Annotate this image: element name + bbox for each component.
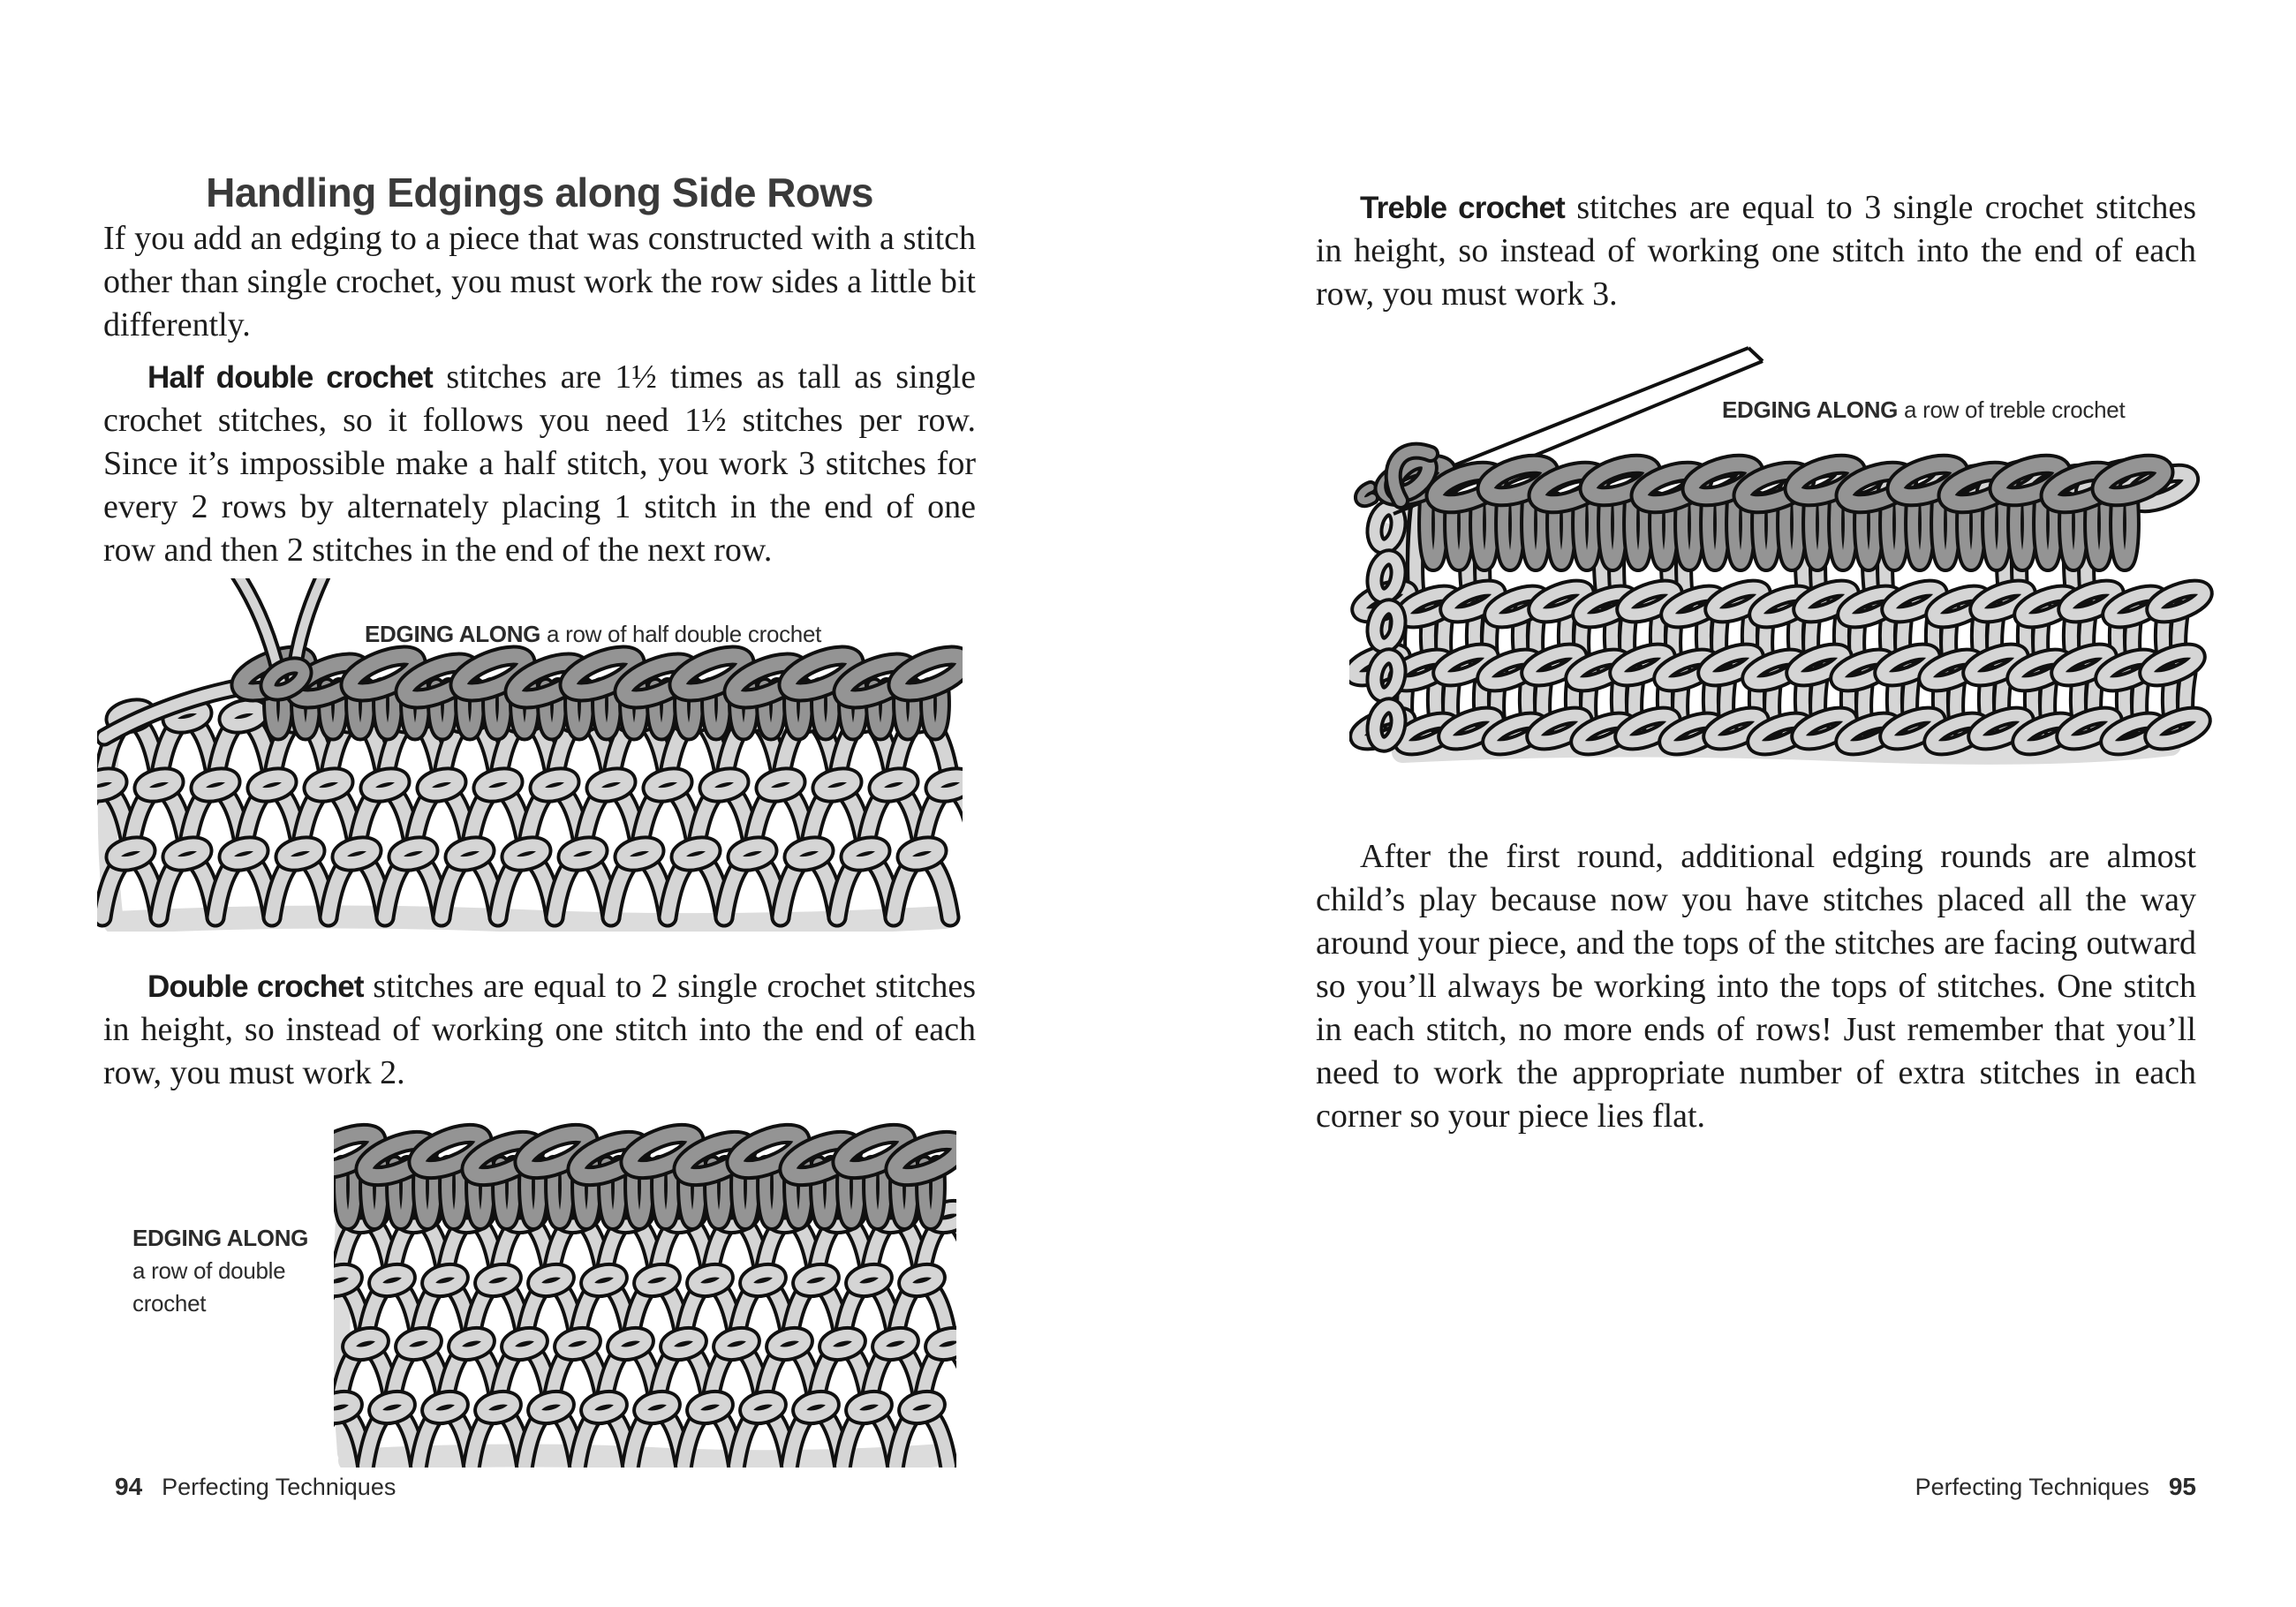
paragraph-after-first-round	[1316, 835, 2196, 1138]
after-first-round-text: After the first round, additional edging rounds are almost child’s play because now you have stitches placed all the way around your piece, and the tops of the stitches are facing outward so you’ll always be working into the tops of stitches. One stitch in each stitch, no more ends of rows! Just remember that you’ll need to work the appropriate number of extra stitches in each corner so your piece lies flat.	[1316, 838, 2196, 1135]
figure3-caption-lead: EDGING ALONG	[1722, 396, 1899, 423]
paragraph-double-crochet	[103, 965, 976, 1095]
page-number-left: 94	[115, 1473, 143, 1500]
page-number-right: 95	[2168, 1473, 2196, 1500]
figure1-caption	[365, 618, 821, 651]
footer-left	[115, 1473, 396, 1501]
treble-crochet-text: stitches are equal to 3 single crochet stitches in height, so instead of working one stitch into the end of each row, you must work 3.	[1316, 189, 2196, 313]
half-double-crochet-lead: Half double crochet	[147, 360, 434, 395]
figure1-caption-lead: EDGING ALONG	[365, 621, 541, 647]
figure2-caption-lead: EDGING ALONG	[132, 1225, 309, 1251]
figure1-caption-text: a row of half double crochet	[540, 621, 822, 647]
figure3-caption-text: a row of treble crochet	[1898, 396, 2126, 423]
double-crochet-text: stitches are equal to 2 single crochet stitches in height, so instead of working one stitch into the end of each row, you must work 2.	[103, 968, 976, 1091]
figure3-caption	[1722, 394, 2125, 426]
footer-right	[1915, 1473, 2196, 1501]
illustration-double-crochet-swatch	[334, 1114, 956, 1467]
section-name-left: Perfecting Techniques	[162, 1474, 397, 1500]
paragraph-half-double-crochet	[103, 356, 976, 572]
page-title: Handling Edgings along Side Rows	[206, 170, 873, 215]
paragraph-treble-crochet	[1316, 186, 2196, 316]
section-name-right: Perfecting Techniques	[1915, 1474, 2149, 1500]
figure2-caption-line3: crochet	[132, 1290, 207, 1317]
paragraph-intro-text: If you add an edging to a piece that was constructed with a stitch other than single crochet, you must work the row sides a little bit differently.	[103, 220, 976, 343]
paragraph-intro	[103, 217, 976, 347]
double-crochet-lead: Double crochet	[147, 969, 364, 1004]
treble-crochet-lead: Treble crochet	[1360, 191, 1565, 225]
figure2-caption-line2: a row of double	[132, 1257, 286, 1284]
figure2-caption	[132, 1222, 308, 1320]
half-double-crochet-text: stitches are 1½ times as tall as single crochet stitches, so it follows you need 1½ stitches per row. Since it’s impossible make a half stitch, you work 3 stitches for every 2 rows by alternately placing 1 stitch in the end of one row and then 2 stitches in the end of the next row.	[103, 358, 976, 569]
